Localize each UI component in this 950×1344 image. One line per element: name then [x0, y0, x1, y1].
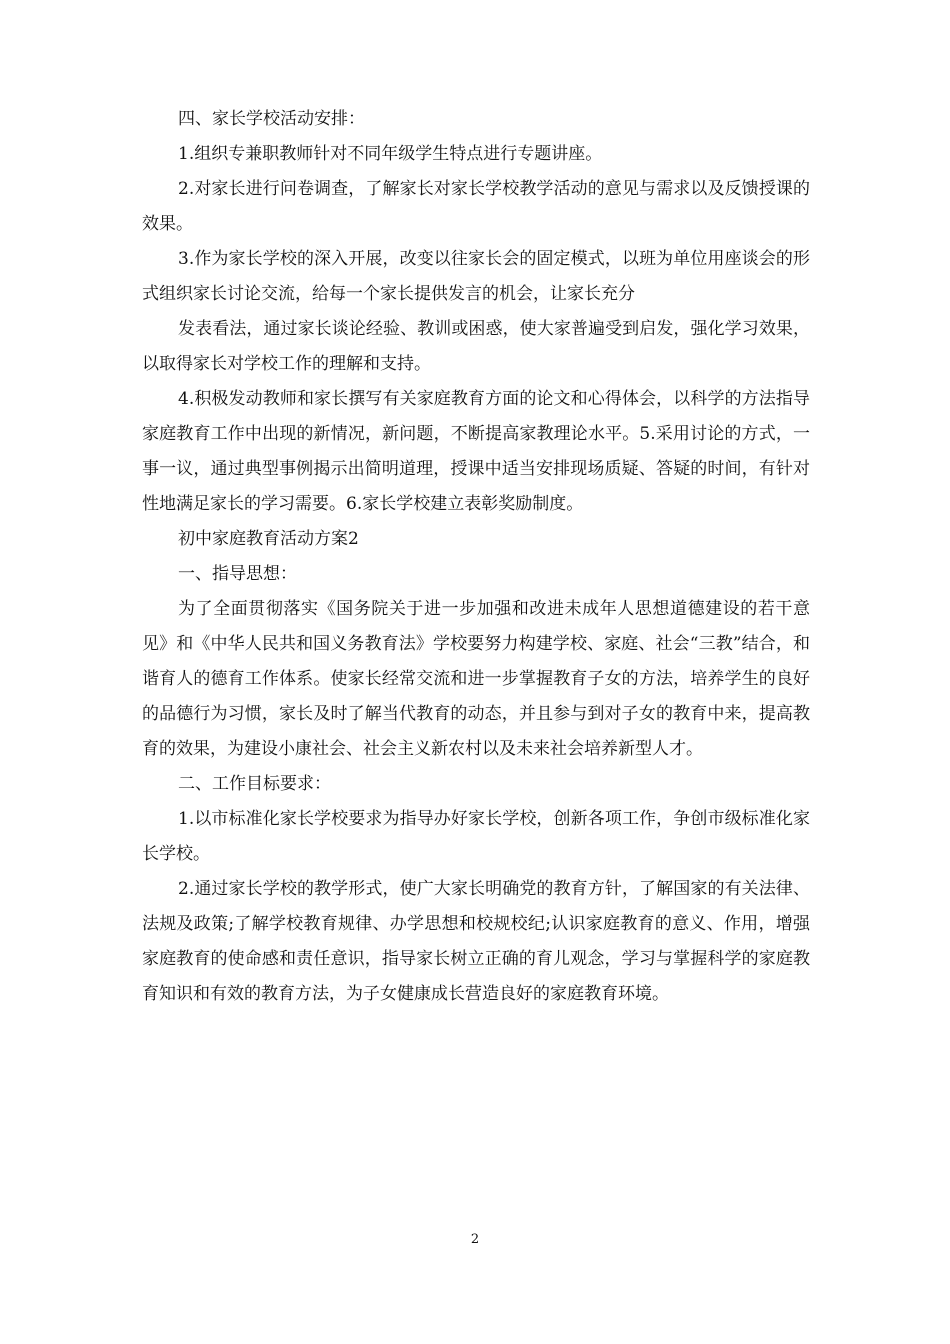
- paragraph: 为了全面贯彻落实《国务院关于进一步加强和改进未成年人思想道德建设的若干意见》和《中华人民共和国义务教育法》学校要努力构建学校、家庭、社会“三教”结合，和谐育人的德育工作体系。使家长经常交流和进一步掌握教育子女的方法，培养学生的良好的品德行为习惯，家长及时了解当代教育的动态，并且参与到对子女的教育中来，提高教育的效果，为建设小康社会、社会主义新农村以及未来社会培养新型人才。: [142, 599, 810, 759]
- plan-title: 初中家庭教育活动方案2: [178, 529, 359, 549]
- page-number: 2: [470, 1232, 480, 1247]
- paragraph: 4.积极发动教师和家长撰写有关家庭教育方面的论文和心得体会，以科学的方法指导家庭教育工作中出现的新情况，新问题，不断提高家教理论水平。5.采用讨论的方式，一事一议，通过典型事例揭示出简明道理，授课中适当安排现场质疑、答疑的时间，有针对性地满足家长的学习需要。6.家长学校建立表彰奖励制度。: [142, 389, 810, 514]
- paragraph: 1.以市标准化家长学校要求为指导办好家长学校，创新各项工作，争创市级标准化家长学校。: [142, 809, 810, 864]
- paragraph: 2.通过家长学校的教学形式，使广大家长明确党的教育方针，了解国家的有关法律、法规及政策;了解学校教育规律、办学思想和校规校纪;认识家庭教育的意义、作用，增强家庭教育的使命感和责任意识，指导家长树立正确的育儿观念，学习与掌握科学的家庭教育知识和有效的教育方法，为子女健康成长营造良好的家庭教育环境。: [142, 879, 810, 1004]
- document-body: [142, 102, 810, 1012]
- section-heading-work-goals: 二、工作目标要求：: [178, 774, 331, 794]
- section-heading-activities: 四、家长学校活动安排：: [178, 109, 365, 129]
- section-heading-guiding-thought: 一、指导思想：: [178, 564, 297, 584]
- paragraph: 3.作为家长学校的深入开展，改变以往家长会的固定模式，以班为单位用座谈会的形式组织家长讨论交流，给每一个家长提供发言的机会，让家长充分: [142, 249, 810, 304]
- paragraph: 1.组织专兼职教师针对不同年级学生特点进行专题讲座。: [178, 144, 603, 164]
- paragraph: 2.对家长进行问卷调查，了解家长对家长学校教学活动的意见与需求以及反馈授课的效果。: [142, 179, 810, 234]
- paragraph: 发表看法，通过家长谈论经验、教训或困惑，使大家普遍受到启发，强化学习效果，以取得家长对学校工作的理解和支持。: [142, 319, 810, 374]
